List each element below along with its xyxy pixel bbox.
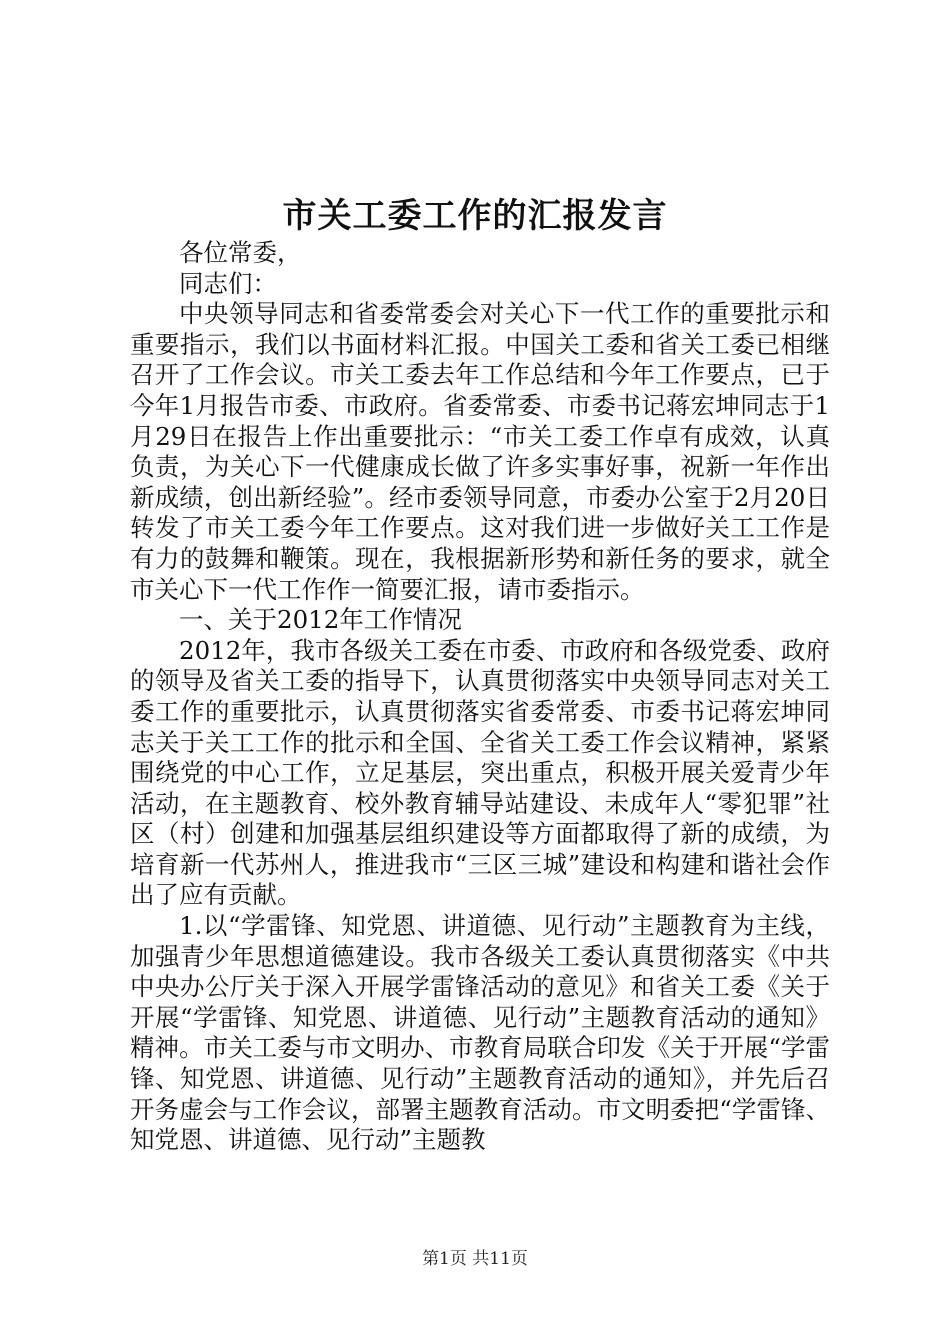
- document-title: 市关工委工作的汇报发言: [282, 196, 668, 236]
- document-body: [130, 238, 830, 1156]
- paragraph-2012-summary: 2012年，我市各级关工委在市委、市政府和各级党委、政府的领导及省关工委的指导下，认真贯彻落实中央领导同志对关工委工作的重要批示，认真贯彻落实省委常委、市委书记蒋宏坤同志关于关工工作的批示和全国、全省关工委工作会议精神，紧紧围绕党的中心工作，立足基层，突出重点，积极开展关爱青少年活动，在主题教育、校外教育辅导站建设、未成年人“零犯罪”社区（村）创建和加强基层组织建设等方面都取得了新的成绩，为培育新一代苏州人，推进我市“三区三城”建设和构建和谐社会作出了应有贡献。: [130, 635, 830, 910]
- salutation-line-1: 各位常委，: [179, 238, 302, 267]
- salutation-line-2: 同志们：: [179, 268, 277, 298]
- page-footer: 第1页 共11页: [422, 1249, 528, 1269]
- paragraph-item-1: 1.以“学雷锋、知党恩、讲道德、见行动”主题教育为主线，加强青少年思想道德建设。我市各级关工委认真贯彻落实《中共中央办公厅关于深入开展学雷锋活动的意见》和省关工委《关于开展“学雷锋、知党恩、讲道德、见行动”主题教育活动的通知》精神。市关工委与市文明办、市教育局联合印发《关于开展“学雷锋、知党恩、讲道德、见行动”主题教育活动的通知》，并先后召开务虚会与工作会议，部署主题教育活动。市文明委把“学雷锋、知党恩、讲道德、见行动”主题教: [130, 911, 830, 1155]
- section-heading: 一、关于2012年工作情况: [179, 605, 462, 635]
- paragraph-intro: 中央领导同志和省委常委会对关心下一代工作的重要批示和重要指示，我们以书面材料汇报。中国关工委和省关工委已相继召开了工作会议。市关工委去年工作总结和今年工作要点，已于今年1月报告市委、市政府。省委常委、市委书记蒋宏坤同志于1月29日在报告上作出重要批示：“市关工委工作卓有成效，认真负责，为关心下一代健康成长做了许多实事好事，祝新一年作出新成绩，创出新经验”。经市委领导同意，市委办公室于2月20日转发了市关工委今年工作要点。这对我们进一步做好关工工作是有力的鼓舞和鞭策。现在，我根据新形势和新任务的要求，就全市关心下一代工作作一简要汇报，请市委指示。: [130, 299, 830, 604]
